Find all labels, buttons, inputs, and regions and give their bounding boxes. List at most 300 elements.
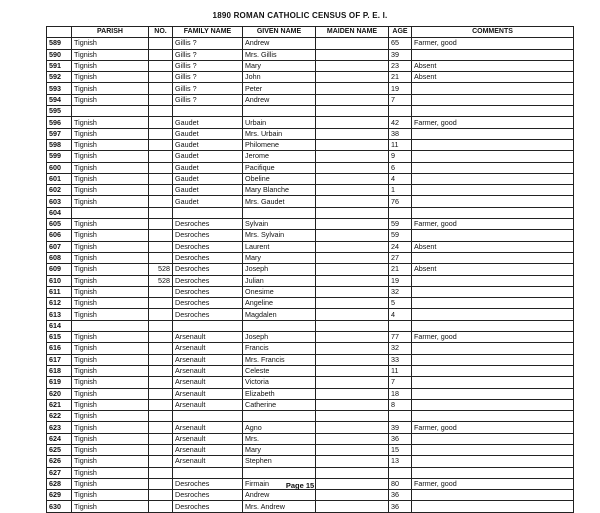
cell-family-name: Gaudet bbox=[173, 139, 243, 150]
cell-given-name: Sylvain bbox=[243, 219, 316, 230]
cell-age bbox=[389, 467, 412, 478]
cell-parish: Tignish bbox=[72, 444, 149, 455]
cell-comments bbox=[412, 230, 574, 241]
table-row bbox=[47, 128, 574, 139]
cell-family-name: Gaudet bbox=[173, 196, 243, 207]
cell-comments bbox=[412, 388, 574, 399]
cell-comments bbox=[412, 173, 574, 184]
cell-parish: Tignish bbox=[72, 467, 149, 478]
cell-comments bbox=[412, 343, 574, 354]
cell-family-name: Gaudet bbox=[173, 117, 243, 128]
cell-no bbox=[149, 230, 173, 241]
cell-age: 19 bbox=[389, 83, 412, 94]
table-row bbox=[47, 444, 574, 455]
cell-record-number: 593 bbox=[47, 83, 72, 94]
cell-maiden-name bbox=[316, 388, 389, 399]
cell-no bbox=[149, 94, 173, 105]
cell-given-name: Victoria bbox=[243, 377, 316, 388]
cell-given-name: Andrew bbox=[243, 38, 316, 49]
cell-maiden-name bbox=[316, 456, 389, 467]
cell-given-name: Angeline bbox=[243, 298, 316, 309]
cell-comments bbox=[412, 162, 574, 173]
table-row bbox=[47, 456, 574, 467]
cell-record-number: 629 bbox=[47, 490, 72, 501]
cell-no bbox=[149, 196, 173, 207]
cell-family-name bbox=[173, 106, 243, 117]
cell-no bbox=[149, 343, 173, 354]
cell-record-number: 608 bbox=[47, 252, 72, 263]
table-row bbox=[47, 106, 574, 117]
table-row bbox=[47, 264, 574, 275]
cell-parish bbox=[72, 106, 149, 117]
cell-no bbox=[149, 106, 173, 117]
cell-family-name: Desroches bbox=[173, 309, 243, 320]
cell-family-name: Desroches bbox=[173, 275, 243, 286]
cell-record-number: 602 bbox=[47, 185, 72, 196]
cell-age: 23 bbox=[389, 60, 412, 71]
table-row bbox=[47, 49, 574, 60]
cell-maiden-name bbox=[316, 444, 389, 455]
column-header-comments: COMMENTS bbox=[412, 27, 574, 38]
table-row bbox=[47, 94, 574, 105]
cell-comments bbox=[412, 399, 574, 410]
document-title: 1890 ROMAN CATHOLIC CENSUS OF P. E. I. bbox=[212, 11, 388, 20]
cell-family-name: Gillis ? bbox=[173, 60, 243, 71]
cell-maiden-name bbox=[316, 275, 389, 286]
cell-age: 59 bbox=[389, 230, 412, 241]
cell-given-name: Francis bbox=[243, 343, 316, 354]
cell-age: 36 bbox=[389, 433, 412, 444]
table-row bbox=[47, 72, 574, 83]
cell-comments bbox=[412, 490, 574, 501]
cell-given-name: Mrs. Gillis bbox=[243, 49, 316, 60]
cell-record-number: 591 bbox=[47, 60, 72, 71]
cell-no bbox=[149, 207, 173, 218]
cell-no bbox=[149, 173, 173, 184]
table-row bbox=[47, 433, 574, 444]
cell-comments: Farmer, good bbox=[412, 219, 574, 230]
cell-family-name bbox=[173, 207, 243, 218]
cell-age: 36 bbox=[389, 501, 412, 512]
cell-no bbox=[149, 60, 173, 71]
cell-maiden-name bbox=[316, 241, 389, 252]
cell-comments bbox=[412, 320, 574, 331]
cell-maiden-name bbox=[316, 49, 389, 60]
table-row bbox=[47, 354, 574, 365]
cell-comments: Absent bbox=[412, 72, 574, 83]
cell-record-number: 606 bbox=[47, 230, 72, 241]
cell-comments bbox=[412, 444, 574, 455]
cell-family-name: Desroches bbox=[173, 490, 243, 501]
cell-parish: Tignish bbox=[72, 219, 149, 230]
table-row bbox=[47, 60, 574, 71]
cell-no bbox=[149, 490, 173, 501]
cell-record-number: 630 bbox=[47, 501, 72, 512]
table-row bbox=[47, 467, 574, 478]
cell-no bbox=[149, 219, 173, 230]
cell-family-name: Desroches bbox=[173, 478, 243, 489]
cell-comments bbox=[412, 207, 574, 218]
table-row bbox=[47, 343, 574, 354]
cell-age: 1 bbox=[389, 185, 412, 196]
cell-parish: Tignish bbox=[72, 478, 149, 489]
cell-maiden-name bbox=[316, 501, 389, 512]
cell-family-name: Desroches bbox=[173, 286, 243, 297]
cell-age: 13 bbox=[389, 456, 412, 467]
table-row bbox=[47, 219, 574, 230]
cell-given-name: Mrs. Andrew bbox=[243, 501, 316, 512]
cell-given-name: Obeline bbox=[243, 173, 316, 184]
cell-no bbox=[149, 377, 173, 388]
cell-given-name: Elizabeth bbox=[243, 388, 316, 399]
cell-comments bbox=[412, 185, 574, 196]
table-row bbox=[47, 162, 574, 173]
cell-maiden-name bbox=[316, 117, 389, 128]
cell-parish: Tignish bbox=[72, 49, 149, 60]
table-row bbox=[47, 298, 574, 309]
cell-given-name: Andrew bbox=[243, 490, 316, 501]
cell-family-name: Gaudet bbox=[173, 162, 243, 173]
cell-record-number: 617 bbox=[47, 354, 72, 365]
table-row bbox=[47, 117, 574, 128]
cell-given-name: Jerome bbox=[243, 151, 316, 162]
cell-no bbox=[149, 320, 173, 331]
cell-no bbox=[149, 38, 173, 49]
cell-parish: Tignish bbox=[72, 354, 149, 365]
cell-given-name: John bbox=[243, 72, 316, 83]
cell-age: 5 bbox=[389, 298, 412, 309]
cell-no bbox=[149, 72, 173, 83]
cell-maiden-name bbox=[316, 83, 389, 94]
cell-comments bbox=[412, 94, 574, 105]
cell-parish: Tignish bbox=[72, 162, 149, 173]
cell-parish: Tignish bbox=[72, 60, 149, 71]
cell-parish: Tignish bbox=[72, 501, 149, 512]
cell-comments bbox=[412, 433, 574, 444]
table-row bbox=[47, 139, 574, 150]
table-row bbox=[47, 399, 574, 410]
cell-record-number: 613 bbox=[47, 309, 72, 320]
table-row bbox=[47, 388, 574, 399]
cell-parish: Tignish bbox=[72, 490, 149, 501]
cell-parish: Tignish bbox=[72, 309, 149, 320]
cell-parish: Tignish bbox=[72, 94, 149, 105]
header-row bbox=[47, 27, 574, 38]
column-header-given-name: GIVEN NAME bbox=[243, 27, 316, 38]
cell-comments bbox=[412, 128, 574, 139]
cell-given-name: Andrew bbox=[243, 94, 316, 105]
cell-no bbox=[149, 365, 173, 376]
cell-maiden-name bbox=[316, 106, 389, 117]
cell-record-number: 614 bbox=[47, 320, 72, 331]
cell-maiden-name bbox=[316, 219, 389, 230]
cell-family-name: Arsenault bbox=[173, 377, 243, 388]
cell-comments bbox=[412, 106, 574, 117]
column-header-parish: PARISH bbox=[72, 27, 149, 38]
cell-parish: Tignish bbox=[72, 185, 149, 196]
cell-given-name bbox=[243, 320, 316, 331]
cell-age: 76 bbox=[389, 196, 412, 207]
cell-no bbox=[149, 252, 173, 263]
cell-given-name: Mary bbox=[243, 60, 316, 71]
cell-age: 19 bbox=[389, 275, 412, 286]
cell-comments bbox=[412, 151, 574, 162]
cell-comments bbox=[412, 286, 574, 297]
cell-maiden-name bbox=[316, 185, 389, 196]
cell-given-name bbox=[243, 207, 316, 218]
cell-record-number: 615 bbox=[47, 332, 72, 343]
cell-given-name: Mary bbox=[243, 252, 316, 263]
cell-no: 528 bbox=[149, 275, 173, 286]
cell-comments bbox=[412, 252, 574, 263]
cell-maiden-name bbox=[316, 399, 389, 410]
cell-parish: Tignish bbox=[72, 128, 149, 139]
table-row bbox=[47, 275, 574, 286]
cell-given-name: Mary Blanche bbox=[243, 185, 316, 196]
cell-given-name: Mrs. Gaudet bbox=[243, 196, 316, 207]
cell-family-name: Desroches bbox=[173, 501, 243, 512]
cell-parish: Tignish bbox=[72, 72, 149, 83]
table-row bbox=[47, 207, 574, 218]
table-row bbox=[47, 309, 574, 320]
cell-given-name: Onesime bbox=[243, 286, 316, 297]
cell-comments: Farmer, good bbox=[412, 117, 574, 128]
cell-family-name: Gillis ? bbox=[173, 94, 243, 105]
cell-parish: Tignish bbox=[72, 399, 149, 410]
cell-maiden-name bbox=[316, 377, 389, 388]
cell-comments bbox=[412, 196, 574, 207]
cell-maiden-name bbox=[316, 411, 389, 422]
cell-parish: Tignish bbox=[72, 264, 149, 275]
cell-comments bbox=[412, 467, 574, 478]
cell-age: 9 bbox=[389, 151, 412, 162]
table-row bbox=[47, 173, 574, 184]
cell-age: 4 bbox=[389, 309, 412, 320]
cell-family-name: Desroches bbox=[173, 298, 243, 309]
cell-record-number: 604 bbox=[47, 207, 72, 218]
cell-family-name bbox=[173, 411, 243, 422]
cell-record-number: 597 bbox=[47, 128, 72, 139]
cell-record-number: 605 bbox=[47, 219, 72, 230]
cell-parish: Tignish bbox=[72, 139, 149, 150]
cell-comments bbox=[412, 49, 574, 60]
cell-record-number: 622 bbox=[47, 411, 72, 422]
cell-family-name: Gillis ? bbox=[173, 72, 243, 83]
cell-age: 7 bbox=[389, 377, 412, 388]
table-row bbox=[47, 38, 574, 49]
cell-comments: Farmer, good bbox=[412, 478, 574, 489]
cell-no bbox=[149, 162, 173, 173]
cell-no bbox=[149, 298, 173, 309]
table-row bbox=[47, 83, 574, 94]
cell-parish bbox=[72, 320, 149, 331]
cell-comments bbox=[412, 275, 574, 286]
cell-record-number: 618 bbox=[47, 365, 72, 376]
cell-parish: Tignish bbox=[72, 433, 149, 444]
cell-family-name bbox=[173, 320, 243, 331]
cell-given-name: Mrs. bbox=[243, 433, 316, 444]
cell-record-number: 594 bbox=[47, 94, 72, 105]
cell-age: 38 bbox=[389, 128, 412, 139]
column-header-maiden-name: MAIDEN NAME bbox=[316, 27, 389, 38]
cell-given-name: Joseph bbox=[243, 264, 316, 275]
cell-given-name: Peter bbox=[243, 83, 316, 94]
cell-comments: Farmer, good bbox=[412, 38, 574, 49]
cell-record-number: 601 bbox=[47, 173, 72, 184]
cell-family-name: Gillis ? bbox=[173, 49, 243, 60]
cell-given-name: Laurent bbox=[243, 241, 316, 252]
table-row bbox=[47, 422, 574, 433]
cell-record-number: 592 bbox=[47, 72, 72, 83]
table-row bbox=[47, 320, 574, 331]
cell-no bbox=[149, 433, 173, 444]
cell-given-name: Celeste bbox=[243, 365, 316, 376]
cell-record-number: 616 bbox=[47, 343, 72, 354]
cell-age: 6 bbox=[389, 162, 412, 173]
cell-family-name: Gaudet bbox=[173, 173, 243, 184]
table-row bbox=[47, 365, 574, 376]
cell-parish: Tignish bbox=[72, 365, 149, 376]
cell-maiden-name bbox=[316, 286, 389, 297]
cell-age: 77 bbox=[389, 332, 412, 343]
cell-age: 80 bbox=[389, 478, 412, 489]
cell-parish: Tignish bbox=[72, 456, 149, 467]
cell-family-name: Gillis ? bbox=[173, 38, 243, 49]
cell-age: 27 bbox=[389, 252, 412, 263]
cell-parish: Tignish bbox=[72, 38, 149, 49]
cell-given-name: Philomene bbox=[243, 139, 316, 150]
cell-maiden-name bbox=[316, 343, 389, 354]
cell-age bbox=[389, 320, 412, 331]
cell-age: 36 bbox=[389, 490, 412, 501]
cell-age: 18 bbox=[389, 388, 412, 399]
cell-given-name bbox=[243, 467, 316, 478]
cell-record-number: 626 bbox=[47, 456, 72, 467]
cell-record-number: 589 bbox=[47, 38, 72, 49]
cell-parish: Tignish bbox=[72, 241, 149, 252]
cell-no bbox=[149, 151, 173, 162]
column-header-number bbox=[47, 27, 72, 38]
cell-maiden-name bbox=[316, 60, 389, 71]
cell-maiden-name bbox=[316, 128, 389, 139]
cell-age: 11 bbox=[389, 365, 412, 376]
cell-no bbox=[149, 444, 173, 455]
table-row bbox=[47, 501, 574, 512]
cell-maiden-name bbox=[316, 162, 389, 173]
cell-given-name: Agno bbox=[243, 422, 316, 433]
column-header-age: AGE bbox=[389, 27, 412, 38]
table-row bbox=[47, 185, 574, 196]
cell-record-number: 624 bbox=[47, 433, 72, 444]
cell-parish: Tignish bbox=[72, 388, 149, 399]
cell-family-name: Arsenault bbox=[173, 433, 243, 444]
cell-age: 32 bbox=[389, 343, 412, 354]
cell-record-number: 623 bbox=[47, 422, 72, 433]
cell-given-name bbox=[243, 106, 316, 117]
cell-maiden-name bbox=[316, 354, 389, 365]
cell-family-name: Arsenault bbox=[173, 456, 243, 467]
cell-no bbox=[149, 241, 173, 252]
cell-maiden-name bbox=[316, 332, 389, 343]
cell-maiden-name bbox=[316, 94, 389, 105]
cell-family-name: Arsenault bbox=[173, 343, 243, 354]
cell-family-name: Gaudet bbox=[173, 128, 243, 139]
cell-comments: Absent bbox=[412, 241, 574, 252]
cell-age: 11 bbox=[389, 139, 412, 150]
cell-parish: Tignish bbox=[72, 377, 149, 388]
cell-given-name: Mary bbox=[243, 444, 316, 455]
cell-age: 4 bbox=[389, 173, 412, 184]
cell-family-name: Gaudet bbox=[173, 185, 243, 196]
cell-no bbox=[149, 117, 173, 128]
cell-maiden-name bbox=[316, 173, 389, 184]
cell-family-name: Arsenault bbox=[173, 354, 243, 365]
table-row bbox=[47, 230, 574, 241]
cell-no bbox=[149, 49, 173, 60]
cell-no bbox=[149, 467, 173, 478]
cell-maiden-name bbox=[316, 490, 389, 501]
cell-record-number: 590 bbox=[47, 49, 72, 60]
cell-parish: Tignish bbox=[72, 275, 149, 286]
cell-family-name bbox=[173, 467, 243, 478]
cell-maiden-name bbox=[316, 467, 389, 478]
cell-record-number: 620 bbox=[47, 388, 72, 399]
cell-age: 21 bbox=[389, 264, 412, 275]
cell-family-name: Desroches bbox=[173, 230, 243, 241]
cell-parish: Tignish bbox=[72, 286, 149, 297]
cell-family-name: Desroches bbox=[173, 264, 243, 275]
cell-record-number: 610 bbox=[47, 275, 72, 286]
table-row bbox=[47, 151, 574, 162]
cell-comments bbox=[412, 365, 574, 376]
cell-record-number: 603 bbox=[47, 196, 72, 207]
cell-maiden-name bbox=[316, 320, 389, 331]
cell-no bbox=[149, 354, 173, 365]
cell-comments: Absent bbox=[412, 60, 574, 71]
table-row bbox=[47, 332, 574, 343]
cell-record-number: 619 bbox=[47, 377, 72, 388]
cell-family-name: Desroches bbox=[173, 252, 243, 263]
cell-age: 33 bbox=[389, 354, 412, 365]
cell-record-number: 611 bbox=[47, 286, 72, 297]
cell-maiden-name bbox=[316, 151, 389, 162]
cell-comments bbox=[412, 501, 574, 512]
cell-maiden-name bbox=[316, 139, 389, 150]
table-row bbox=[47, 411, 574, 422]
cell-comments bbox=[412, 83, 574, 94]
cell-parish: Tignish bbox=[72, 196, 149, 207]
cell-record-number: 612 bbox=[47, 298, 72, 309]
cell-age: 39 bbox=[389, 422, 412, 433]
cell-parish: Tignish bbox=[72, 298, 149, 309]
cell-record-number: 627 bbox=[47, 467, 72, 478]
cell-age: 7 bbox=[389, 94, 412, 105]
cell-no bbox=[149, 501, 173, 512]
cell-age: 15 bbox=[389, 444, 412, 455]
cell-given-name: Catherine bbox=[243, 399, 316, 410]
cell-no bbox=[149, 411, 173, 422]
cell-parish: Tignish bbox=[72, 411, 149, 422]
cell-comments: Farmer, good bbox=[412, 332, 574, 343]
cell-record-number: 598 bbox=[47, 139, 72, 150]
cell-maiden-name bbox=[316, 264, 389, 275]
census-table bbox=[46, 26, 574, 513]
cell-given-name bbox=[243, 411, 316, 422]
table-row bbox=[47, 377, 574, 388]
cell-no bbox=[149, 332, 173, 343]
cell-record-number: 596 bbox=[47, 117, 72, 128]
cell-comments bbox=[412, 377, 574, 388]
